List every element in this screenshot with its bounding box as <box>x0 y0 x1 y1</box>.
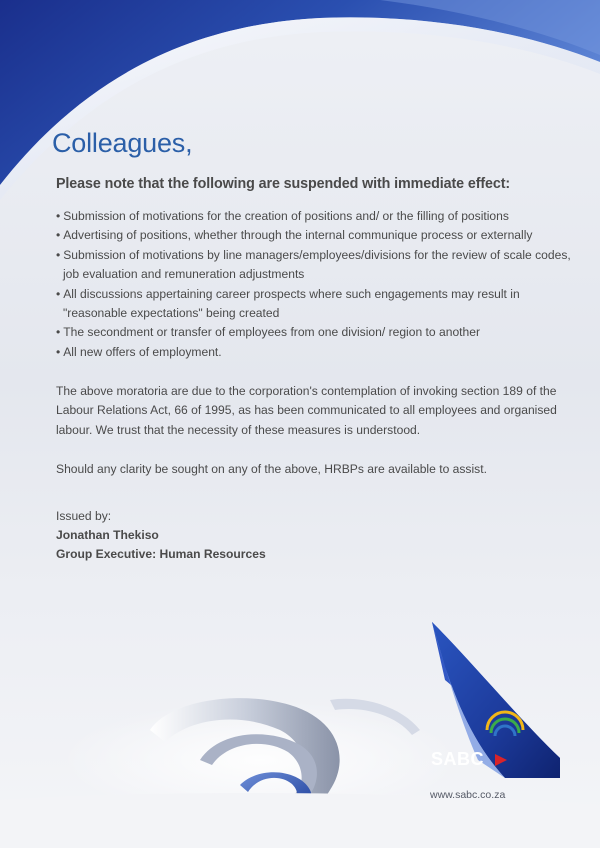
greeting: Colleagues, <box>52 128 193 158</box>
list-item: • Submission of motivations by line managers/employees/divisions for the review of scale codes, job evaluation and remuneration adjustments <box>56 246 576 285</box>
list-item: • The secondment or transfer of employees from one division/ region to another <box>56 323 576 342</box>
list-item: • All discussions appertaining career prospects where such engagements may result in "reasonable expectations" being created <box>56 285 576 324</box>
sabc-logo: SABC <box>431 749 485 769</box>
website-link[interactable]: www.sabc.co.za <box>430 789 506 801</box>
signer-title: Group Executive: Human Resources <box>56 547 266 561</box>
list-item: • Advertising of positions, whether through the internal communique process or externally <box>56 226 576 245</box>
intro-heading: Please note that the following are suspended with immediate effect: <box>56 176 511 192</box>
list-item: • Submission of motivations for the creation of positions and/ or the filling of positions <box>56 207 576 226</box>
list-item: • All new offers of employment. <box>56 343 576 362</box>
issued-by-label: Issued by: <box>56 509 112 523</box>
signer-name: Jonathan Thekiso <box>56 528 159 542</box>
clarity-paragraph: Should any clarity be sought on any of the above, HRBPs are available to assist. <box>56 462 487 476</box>
moratoria-paragraph: The above moratoria are due to the corporation's contemplation of invoking section 189 of the Labour Relations Act, 66 of 1995, as has been communicated to all employees and organised labour. We trust that the necessity of these measures is understood. <box>56 384 557 437</box>
suspended-items-list <box>56 207 576 362</box>
